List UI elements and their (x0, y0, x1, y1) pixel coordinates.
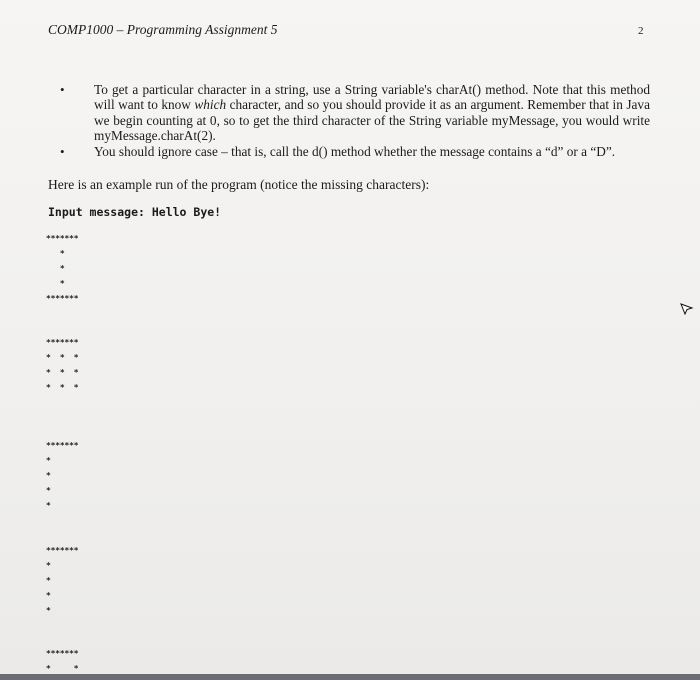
ascii-letter-block: ******* * * * * (46, 546, 79, 615)
bullet-dot-icon: • (60, 144, 65, 160)
assignment-title: COMP1000 – Programming Assignment 5 (48, 22, 278, 37)
mouse-pointer-icon (680, 303, 694, 315)
bottom-edge (0, 674, 700, 680)
example-intro: Here is an example run of the program (notice the missing characters): (48, 177, 430, 192)
ascii-letter-block: ******* * * * ******* (46, 234, 79, 303)
page-number: 2 (638, 25, 644, 37)
ascii-letter-block: ******* * * * * * * * * * (46, 338, 79, 392)
console-input-line: Input message: Hello Bye! (48, 205, 222, 219)
instruction-bullet: • You should ignore case – that is, call the d() method whether the message contains a “d” or a “D”. (60, 144, 616, 160)
ascii-letter-block: ******* * * (46, 649, 79, 673)
instruction-bullet: • To get a particular character in a string, use a String variable's charAt() method. Note that this method will want to know which character, and so you should provide it as an argument. Remember that in Java we begin counting at 0, so to get the third character of the String variable myMessage, you would write myMessage.charAt(2). (60, 82, 650, 143)
instruction-list (60, 82, 650, 160)
ascii-letter-block: ******* * * * * (46, 441, 79, 510)
bullet-dot-icon: • (60, 82, 65, 97)
